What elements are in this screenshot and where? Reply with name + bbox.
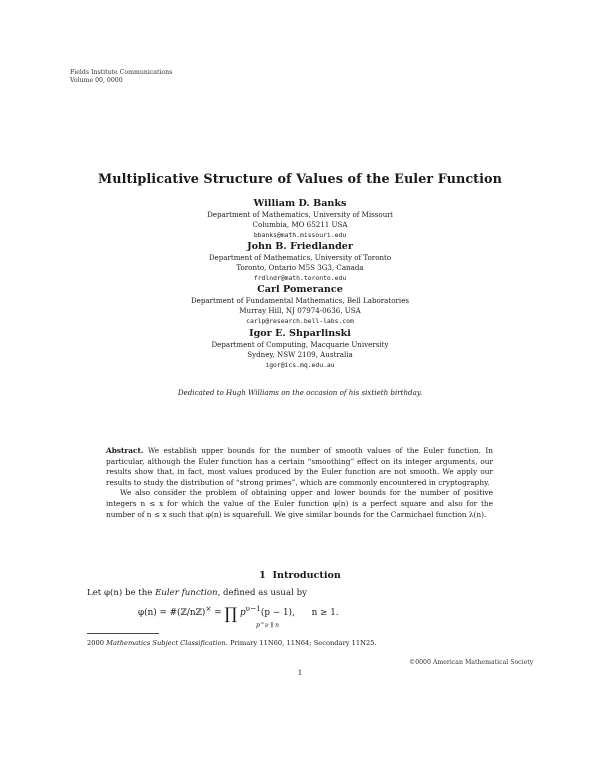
author-name: William D. Banks [253,198,347,209]
paper-title: Multiplicative Structure of Values of the Euler Function [98,172,502,187]
author-block [0,240,600,283]
author-name: Carl Pomerance [257,284,343,295]
journal-name: Fields Institute Communications [70,69,173,76]
footnote-year: 2000 [87,639,105,647]
author-email[interactable]: igor@ics.mq.edu.au [265,361,335,369]
section-heading [0,570,600,581]
intro-term: Euler function [155,588,218,598]
intro-lead: Let φ(n) be the [87,588,153,598]
formula-index: p^ν ∥ n [256,622,279,629]
dedication: Dedicated to Hugh Williams on the occasion of his sixtieth birthday. [177,388,423,397]
abstract-label: Abstract. [106,446,144,455]
formula-sup: × [205,604,212,614]
author-address: Toronto, Ontario M5S 3G3, Canada [236,263,364,272]
footnote-rule [87,633,159,634]
author-block [0,197,600,240]
abstract-paragraph: We also consider the problem of obtaining upper and lower bounds for the number of positive integers n ≤ x for which the value of the Euler function φ(n) is a perfect square and also for the number of n ≤ x such that φ(n) is squarefull. We give similar bounds for the Carmichael function λ(n). [106,488,493,519]
copyright-notice: ©0000 American Mathematical Society [409,659,534,666]
footnote [87,639,377,647]
journal-header [70,69,172,85]
author-block [0,283,600,326]
section-title: Introduction [272,570,341,581]
intro-tail: , defined as usual by [217,588,307,598]
formula-eq: = [211,608,225,618]
author-department: Department of Computing, Macquarie University [211,340,389,349]
author-department: Department of Mathematics, University of Toronto [208,253,392,262]
euler-formula [138,604,339,629]
author-email[interactable]: frdlndr@math.toronto.edu [253,274,347,282]
abstract-paragraph [106,446,493,488]
formula-body: p [240,608,246,618]
product-symbol: ∏ [224,604,238,623]
formula-lhs: φ(n) = #(ℤ/nℤ) [138,608,206,618]
author-address: Columbia, MO 65211 USA [252,220,348,229]
author-email[interactable]: carlp@research.bell-labs.com [246,317,354,325]
formula-condition: n ≥ 1. [311,608,339,618]
author-department: Department of Mathematics, University of Missouri [207,210,393,219]
abstract-text: We establish upper bounds for the number of smooth values of the Euler function. In particular, although the Euler function has a certain “smoothing” effect on its integer arguments, our results show that, in fact, most values produced by the Euler function are not smooth. We apply our results to study the distribution of “strong primes”, which are commonly encountered in cryptography. [106,446,493,487]
author-department: Department of Fundamental Mathematics, Bell Laboratories [190,296,410,305]
footnote-msc: Mathematics Subject Classification. [106,639,228,647]
author-address: Sydney, NSW 2109, Australia [247,350,353,359]
journal-volume: Volume 00, 0000 [70,77,123,84]
author-email[interactable]: bbanks@math.missouri.edu [253,231,347,239]
author-address: Murray Hill, NJ 07974-0636, USA [239,306,361,315]
author-name: John B. Friedlander [247,241,353,252]
page-number: 1 [297,669,303,677]
author-block [0,327,600,370]
author-name: Igor E. Shparlinski [249,328,351,339]
abstract [106,446,493,520]
formula-exp: ν−1 [245,604,261,614]
section-number: 1 [259,570,266,581]
formula-rest: (p − 1), [260,608,295,618]
footnote-codes: Primary 11N60, 11N64; Secondary 11N25. [230,639,377,647]
intro-sentence [87,588,307,598]
